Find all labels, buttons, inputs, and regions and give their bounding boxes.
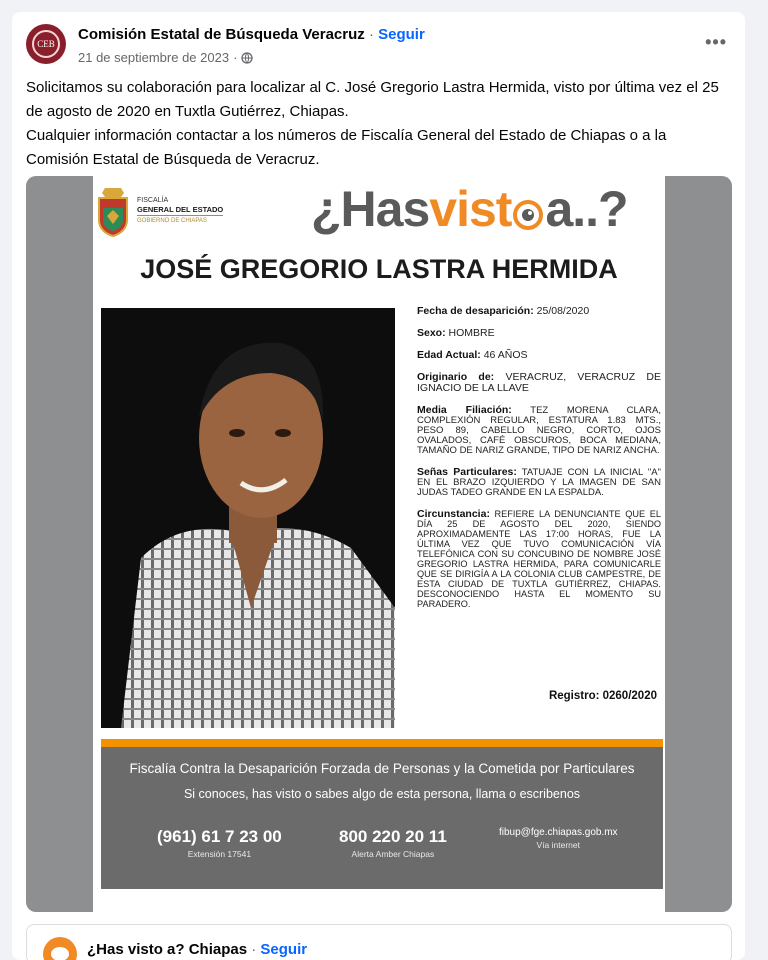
name-separator: · [368, 26, 374, 43]
post-date[interactable]: 21 de septiembre de 2023 [78, 50, 230, 65]
logo-line-1: FISCALÍA [137, 197, 169, 204]
detail-originario-label: Originario de: [417, 371, 495, 383]
post-text-paragraph-2: Cualquier información contactar a los números de Fiscalía General del Estado de Chiapas o a la Comisión Estatal de Búsqueda de Veracruz. [26, 127, 667, 168]
chiapas-shield-icon [95, 186, 131, 238]
logo-text [137, 196, 223, 226]
detail-senas-value: TATUAJE CON LA INICIAL "A" EN EL BRAZO IZQUIERDO Y LA IMAGEN DE SAN JUDAS TADEO GRANDE EN LA ESPALDA. [417, 467, 662, 498]
detail-circ-value: REFIERE LA DENUNCIANTE QUE EL DÍA 25 DE AGOSTO DEL 2020, SIENDO APROXIMADAMENTE LAS 17:00 HORAS, FUE LA ÚLTIMA VEZ QUE TUVO COMUNICACIÓN VÍA TELEFÓNICA CON SU CONCUBINO DE NOMBRE JOSÉ GREGORIO LASTRA HERMIDA, PARA COMUNICARLE QUE SE DIRIGÍA A LA COLONIA CLUB CAMPESTRE, DE ESTA CIUDAD DE TUXTLA GUTIÉRREZ, CHIAPAS. DESCONOCIENDO HASTA EL MOMENTO SU PARADERO. [417, 509, 661, 609]
footer-subtitle: Si conoces, has visto o sabes algo de esta persona, llama o escribenos [183, 787, 581, 801]
headline-part-1: ¿Has [311, 181, 430, 237]
detail-fecha-value: 25/08/2020 [536, 305, 590, 317]
shared-page-avatar[interactable] [43, 937, 77, 960]
detail-fecha-label: Fecha de desaparición: [417, 305, 534, 317]
contact-amber [339, 827, 447, 859]
fiscalia-logo [95, 182, 225, 242]
shared-post-header [26, 924, 732, 960]
logo-line-3: GOBIERNO DE CHIAPAS [137, 215, 223, 226]
detail-senas [417, 467, 661, 498]
more-options-button[interactable]: ••• [705, 32, 727, 52]
shared-avatar-eye-icon [51, 947, 69, 960]
poster-footer [101, 747, 663, 889]
footer-title: Fiscalía Contra la Desaparición Forzada de Personas y la Cometida por Particulares [129, 761, 635, 776]
detail-circ-label: Circunstancia: [417, 508, 490, 520]
post-image[interactable] [26, 176, 732, 912]
detail-media-label: Media Filiación: [417, 404, 512, 416]
detail-fecha [417, 306, 661, 317]
detail-media-filiacion [417, 405, 661, 456]
person-photo-illustration [101, 308, 395, 728]
page-avatar[interactable] [26, 24, 66, 64]
registro-number: Registro: 0260/2020 [548, 690, 657, 702]
follow-button[interactable]: Seguir [378, 26, 425, 43]
shared-page-name-line [87, 941, 307, 958]
date-separator: · [233, 50, 238, 65]
detail-edad-value: 46 AÑOS [483, 349, 528, 361]
eye-icon [511, 196, 545, 230]
person-details [417, 306, 661, 620]
person-name: JOSÉ GREGORIO LASTRA HERMIDA [140, 254, 618, 284]
contact-phone-note: Extensión 17541 [187, 849, 252, 859]
contact-phone [157, 827, 282, 859]
contact-email-address: fibup@fge.chiapas.gob.mx [499, 827, 618, 838]
contact-email-note: Vía internet [536, 840, 581, 850]
post-header [26, 24, 731, 80]
detail-edad-label: Edad Actual: [417, 349, 481, 361]
detail-edad [417, 350, 661, 361]
post-meta [78, 50, 253, 65]
detail-media-value: TEZ MORENA CLARA, COMPLEXIÓN REGULAR, ESTATURA 1.83 MTS., PESO 89, CABELLO NEGRO, CORTO, OJOS OVALADOS, CAFÉ OBSCUROS, BOCA MEDIANA, TAMAÑO DE NARIZ GRANDE, TIPO DE NARIZ ANCHA. [417, 405, 661, 456]
orange-divider [101, 739, 663, 747]
contact-email [499, 827, 618, 850]
page-name-line [78, 26, 425, 43]
shared-follow-button[interactable]: Seguir [260, 941, 308, 958]
post-text [26, 76, 731, 172]
detail-senas-label: Señas Particulares: [417, 466, 517, 478]
contact-amber-number: 800 220 20 11 [339, 827, 447, 846]
shared-page-name-link[interactable]: ¿Has visto a? Chiapas [87, 941, 248, 958]
person-photo [101, 308, 395, 728]
avatar-logo: CEB [32, 30, 60, 58]
missing-person-poster [93, 176, 665, 912]
detail-sexo-value: HOMBRE [448, 327, 495, 339]
detail-circunstancia [417, 509, 661, 609]
page-name-link[interactable]: Comisión Estatal de Búsqueda Veracruz [78, 26, 365, 43]
poster-headline [311, 180, 628, 238]
headline-part-3: a..? [545, 181, 628, 237]
detail-originario [417, 372, 661, 394]
detail-sexo-label: Sexo: [417, 327, 446, 339]
detail-originario-value: VERACRUZ, VERACRUZ DE IGNACIO DE LA LLAVE [417, 371, 661, 394]
logo-line-2: GENERAL DEL ESTADO [137, 205, 224, 214]
shared-name-separator: · [251, 941, 257, 958]
contact-amber-note: Alerta Amber Chiapas [351, 849, 435, 859]
post-card [12, 12, 745, 960]
globe-icon [241, 52, 253, 64]
detail-sexo [417, 328, 661, 339]
contact-phone-number: (961) 61 7 23 00 [157, 827, 282, 846]
post-text-paragraph-1: Solicitamos su colaboración para localizar al C. José Gregorio Lastra Hermida, visto por última vez el 25 de agosto de 2020 en Tuxtla Gutiérrez, Chiapas. [26, 79, 719, 120]
headline-part-2: vist [429, 181, 512, 237]
